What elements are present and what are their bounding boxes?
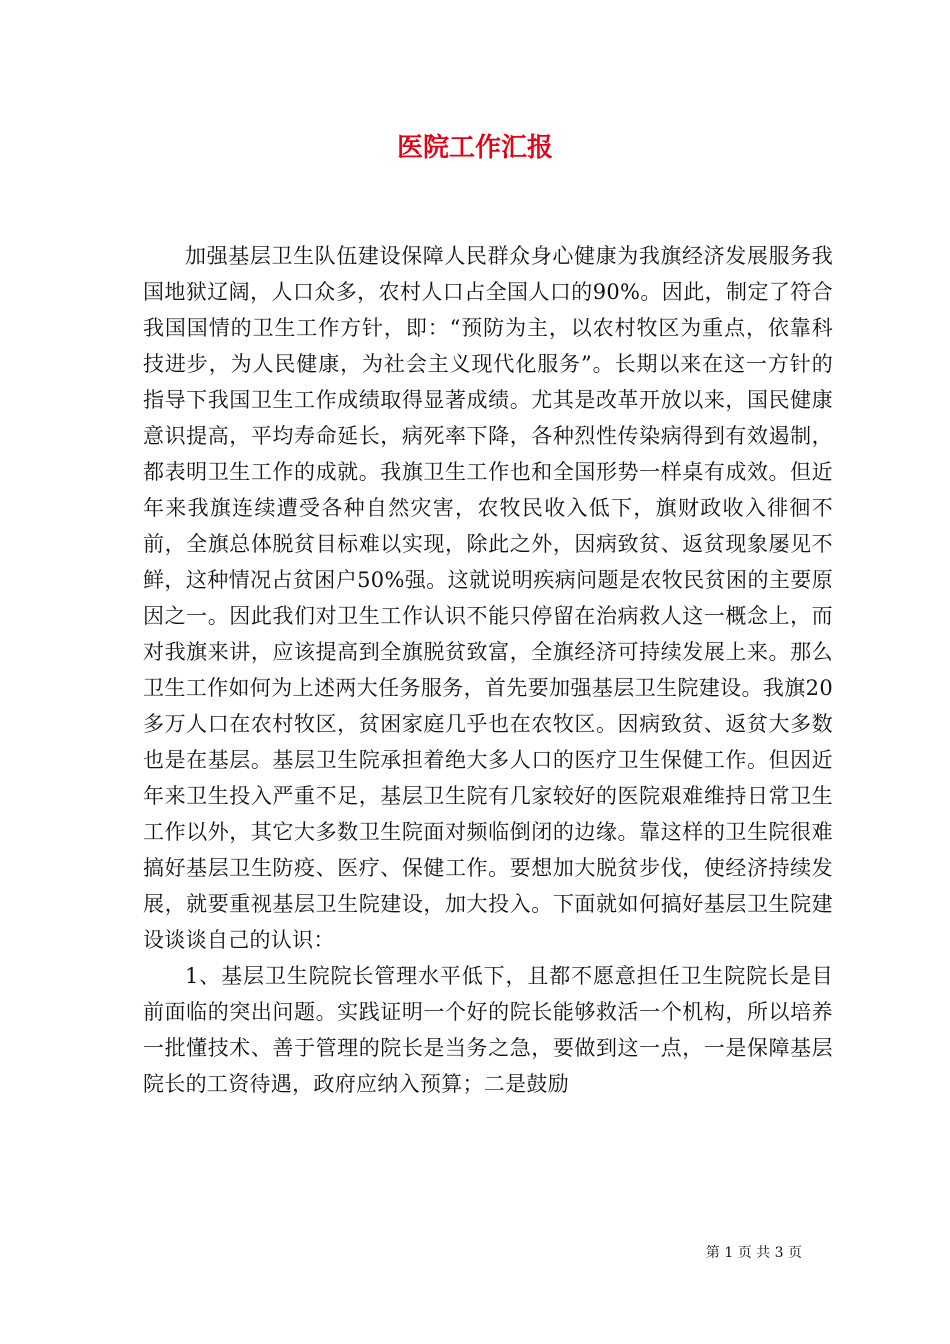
document-body	[143, 238, 833, 1102]
paragraph-point-1: 1、基层卫生院院长管理水平低下，且都不愿意担任卫生院院长是目前面临的突出问题。实践证明一个好的院长能够救活一个机构，所以培养一批懂技术、善于管理的院长是当务之急，要做到这一点，一是保障基层院长的工资待遇，政府应纳入预算；二是鼓励	[143, 964, 833, 1096]
document-title: 医院工作汇报	[396, 133, 553, 163]
page-number-footer: 第 1 页 共 3 页	[705, 1245, 802, 1261]
paragraph-intro: 加强基层卫生队伍建设保障人民群众身心健康为我旗经济发展服务我国地狱辽阔，人口众多，农村人口占全国人口的90%。因此，制定了符合我国国情的卫生工作方针，即：“预防为主，以农村牧区为重点，依靠科技进步，为人民健康，为社会主义现代化服务”。长期以来在这一方针的指导下我国卫生工作成绩取得显著成绩。尤其是改革开放以来，国民健康意识提高，平均寿命延长，病死率下降，各种烈性传染病得到有效遏制，都表明卫生工作的成就。我旗卫生工作也和全国形势一样桌有成效。但近年来我旗连续遭受各种自然灾害，农牧民收入低下，旗财政收入徘徊不前，全旗总体脱贫目标难以实现，除此之外，因病致贫、返贫现象屡见不鲜，这种情况占贫困户50%强。这就说明疾病问题是农牧民贫困的主要原因之一。因此我们对卫生工作认识不能只停留在治病救人这一概念上，而对我旗来讲，应该提高到全旗脱贫致富，全旗经济可持续发展上来。那么卫生工作如何为上述两大任务服务，首先要加强基层卫生院建设。我旗20多万人口在农村牧区，贫困家庭几乎也在农牧区。因病致贫、返贫大多数也是在基层。基层卫生院承担着绝大多人口的医疗卫生保健工作。但因近年来卫生投入严重不足，基层卫生院有几家较好的医院艰难维持日常卫生工作以外，其它大多数卫生院面对频临倒闭的边缘。靠这样的卫生院很难搞好基层卫生防疫、医疗、保健工作。要想加大脱贫步伐，使经济持续发展，就要重视基层卫生院建设，加大投入。下面就如何搞好基层卫生院建设谈谈自己的认识：	[143, 244, 833, 952]
